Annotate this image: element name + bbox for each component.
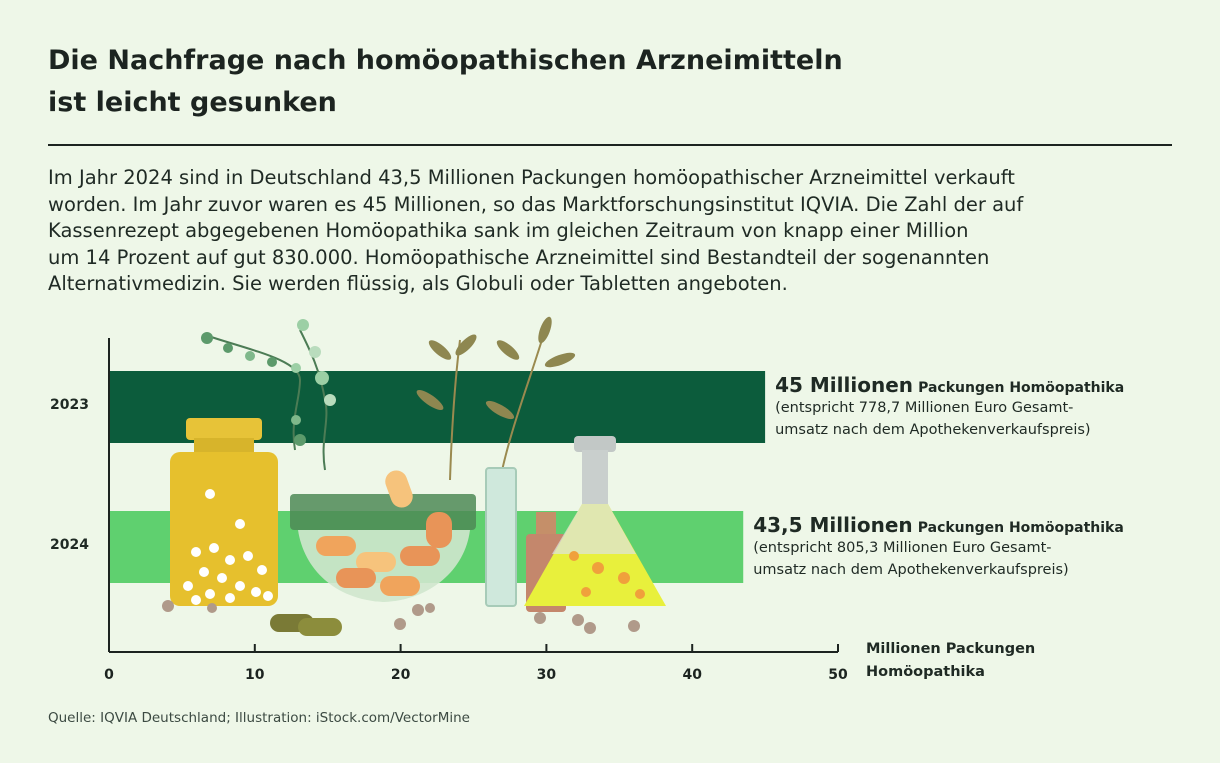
x-tick-label: 10 [245, 667, 265, 683]
annotation-value: 45 Millionen [775, 373, 913, 397]
x-axis-title-line: Homöopathika [866, 664, 985, 680]
x-tick-label: 0 [104, 667, 114, 683]
intro-line: Alternativmedizin. Sie werden flüssig, als Globuli oder Tabletten angeboten. [48, 272, 788, 295]
annotation-note: (entspricht 805,3 Millionen Euro Gesamt- [753, 540, 1052, 556]
intro-line: um 14 Prozent auf gut 830.000. Homöopathische Arzneimittel sind Bestandteil der sogenannten [48, 245, 990, 269]
annotation-unit: Packungen Homöopathika [917, 520, 1124, 536]
annotation-value: 43,5 Millionen [753, 513, 913, 537]
title-line-2: ist leicht gesunken [48, 87, 337, 118]
intro-line: worden. Im Jahr zuvor waren es 45 Millionen, so das Marktforschungsinstitut IQVIA. Die Zahl der auf [48, 192, 1024, 216]
jar-illustration [170, 418, 278, 606]
annotation-note: umsatz nach dem Apothekenverkaufspreis) [775, 422, 1091, 438]
intro-line: Im Jahr 2024 sind in Deutschland 43,5 Millionen Packungen homöopathischer Arzneimittel verkauft [48, 166, 1015, 189]
pharmacy-illustration [162, 315, 666, 636]
y-tick-label: 2023 [50, 397, 89, 413]
intro-line: Kassenrezept abgegebenen Homöopathika sank im gleichen Zeitraum von knapp einer Million [48, 219, 969, 242]
annotation-note: (entspricht 778,7 Millionen Euro Gesamt- [775, 400, 1074, 416]
title-line-1: Die Nachfrage nach homöopathischen Arzneimitteln [48, 45, 843, 76]
source-note: Quelle: IQVIA Deutschland; Illustration: iStock.com/VectorMine [48, 710, 470, 726]
test-tube-illustration [486, 468, 516, 606]
x-axis-title-line: Millionen Packungen [866, 641, 1036, 657]
x-axis-title [866, 638, 1035, 684]
x-tick-label: 20 [390, 667, 411, 683]
x-tick-label: 30 [536, 667, 557, 683]
annotation-2024 [753, 513, 1124, 581]
y-tick-label: 2024 [50, 537, 89, 553]
x-tick-label: 40 [682, 667, 702, 683]
x-tick-label: 50 [828, 667, 848, 683]
annotation-2023 [775, 373, 1124, 441]
annotation-unit: Packungen Homöopathika [918, 380, 1125, 396]
annotation-note: umsatz nach dem Apothekenverkaufspreis) [753, 562, 1069, 578]
